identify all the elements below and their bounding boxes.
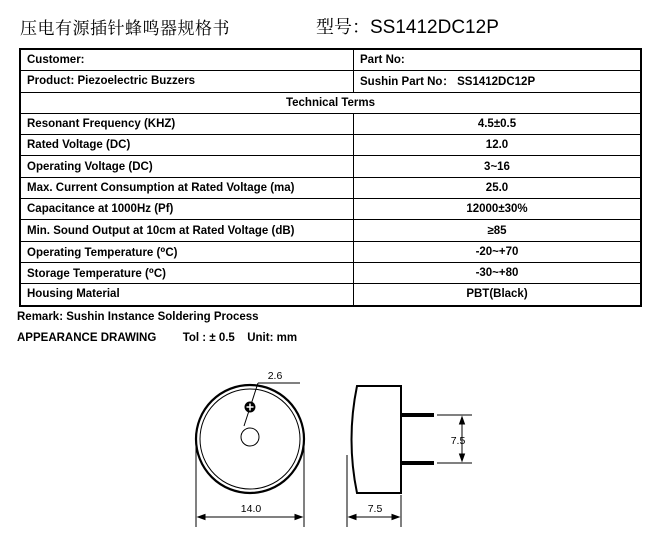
document-title-cn: 压电有源插针蜂鸣器规格书 (20, 19, 230, 39)
table-row (20, 284, 641, 306)
spec-value: -30~+80 (354, 262, 642, 283)
tolerance-label: Tol : ± 0.5 (182, 332, 235, 344)
pin-spacing-label: 7.5 (450, 435, 466, 447)
height-label: 7.5 (367, 503, 383, 515)
spec-value: -20~+70 (354, 241, 642, 262)
table-row (20, 177, 641, 198)
drawing-title: APPEARANCE DRAWING (17, 332, 157, 344)
spec-value: ≥85 (354, 220, 642, 241)
model-heading (316, 13, 499, 39)
spec-item: Resonant Frequency (KHZ) (20, 113, 354, 134)
diameter-label: 14.0 (240, 503, 262, 515)
spec-item: Capacitance at 1000Hz (Pf) (20, 199, 354, 220)
outer-circle (196, 385, 304, 493)
spec-table (19, 48, 642, 307)
spec-value: PBT(Black) (354, 284, 642, 306)
remark-text: Remark: Sushin Instance Soldering Process (17, 311, 259, 323)
customer-cell: Customer: (20, 49, 354, 71)
polarity-plus-icon (245, 402, 256, 413)
height-dimension (347, 455, 401, 527)
pin-top (401, 413, 434, 417)
sushin-part-no-cell: Sushin Part No： SS1412DC12P (354, 71, 642, 92)
part-no-cell: Part No: (354, 49, 642, 71)
drawing-header (17, 332, 297, 344)
table-row (20, 92, 641, 113)
table-row (20, 220, 641, 241)
spec-value: 25.0 (354, 177, 642, 198)
model-value: SS1412DC12P (370, 17, 499, 38)
side-view (352, 386, 435, 493)
spec-value: 12000±30% (354, 199, 642, 220)
spec-value: 4.5±0.5 (354, 113, 642, 134)
spec-item: Min. Sound Output at 10cm at Rated Voltage (dB) (20, 220, 354, 241)
pin-bottom (401, 461, 434, 465)
top-view (196, 383, 304, 493)
model-label: 型号： (316, 17, 370, 38)
spec-item: Operating Voltage (DC) (20, 156, 354, 177)
spec-item: Operating Temperature (⁰C) (20, 241, 354, 262)
table-row (20, 71, 641, 92)
sound-hole (241, 428, 259, 446)
appearance-drawing (0, 355, 665, 557)
spec-value: 3~16 (354, 156, 642, 177)
table-row (20, 199, 641, 220)
table-row (20, 113, 641, 134)
table-row (20, 241, 641, 262)
hole-diameter-label: 2.6 (267, 370, 283, 382)
table-row (20, 49, 641, 71)
section-title-cell: Technical Terms (20, 92, 641, 113)
table-row (20, 135, 641, 156)
spec-item: Housing Material (20, 284, 354, 306)
spec-item: Max. Current Consumption at Rated Voltage (ma) (20, 177, 354, 198)
spec-item: Storage Temperature (⁰C) (20, 262, 354, 283)
side-body (352, 386, 402, 493)
spec-item: Rated Voltage (DC) (20, 135, 354, 156)
table-row (20, 156, 641, 177)
spec-value: 12.0 (354, 135, 642, 156)
table-row (20, 262, 641, 283)
unit-label: Unit: mm (247, 332, 298, 344)
product-cell: Product: Piezoelectric Buzzers (20, 71, 354, 92)
